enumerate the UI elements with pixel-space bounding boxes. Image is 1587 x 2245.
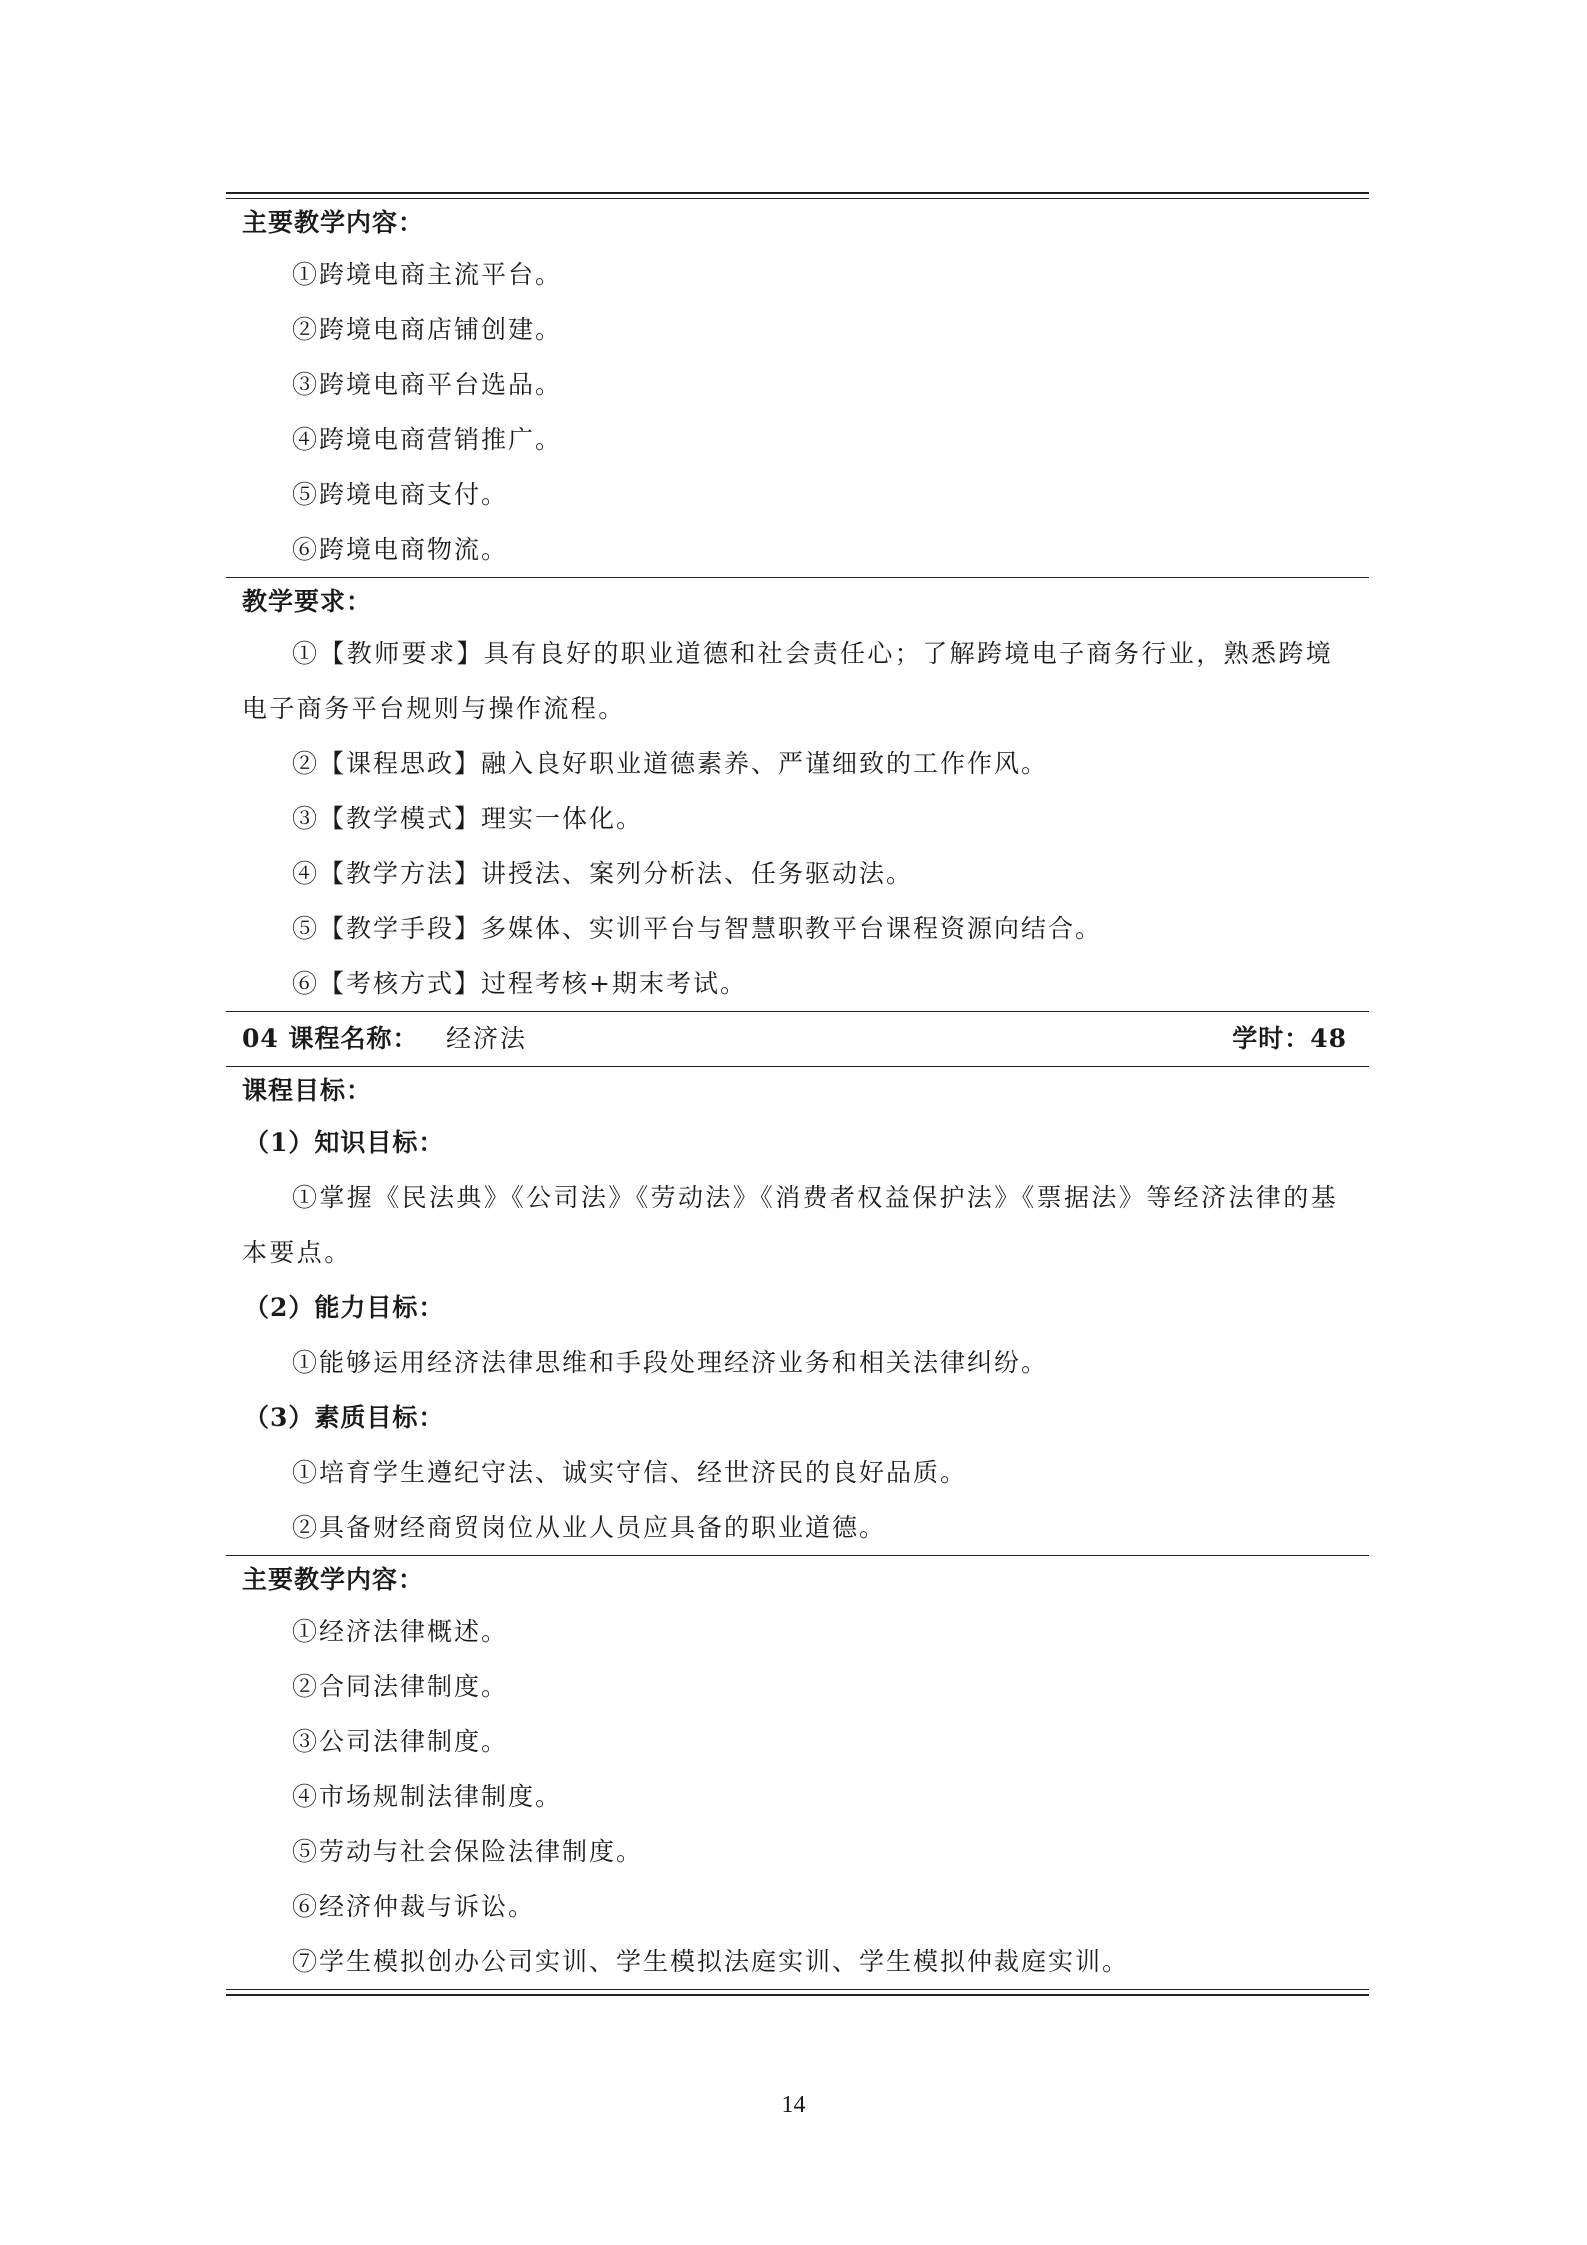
content-item: ②合同法律制度。 — [292, 1672, 509, 1701]
content-item: ④跨境电商营销推广。 — [292, 425, 563, 454]
course-header-row — [226, 1012, 1369, 1066]
content-item: ③公司法律制度。 — [292, 1727, 509, 1756]
content-item: ⑥跨境电商物流。 — [292, 535, 509, 564]
content-item: ⑥经济仲裁与诉讼。 — [292, 1892, 536, 1921]
page-number: 14 — [781, 2092, 806, 2118]
syllabus-table — [226, 192, 1369, 1996]
requirement-item: ②【课程思政】融入良好职业道德素养、严谨细致的工作作风。 — [292, 749, 1049, 778]
content-item: ②跨境电商店铺创建。 — [292, 315, 563, 344]
requirement-paragraph: ①【教师要求】具有良好的职业道德和社会责任心；了解跨境电子商务行业，熟悉跨境电子商务平台规则与操作流程。 — [242, 639, 1334, 723]
main-content-heading: 主要教学内容： — [242, 1565, 425, 1594]
requirement-item: ⑥【考核方式】过程考核+期末考试。 — [292, 969, 747, 998]
quality-item: ②具备财经商贸岗位从业人员应具备的职业道德。 — [292, 1513, 887, 1542]
bottom-double-rule-thick — [226, 1994, 1369, 1996]
knowledge-paragraph: ①掌握《民法典》《公司法》《劳动法》《消费者权益保护法》《票据法》等经济法律的基本要点。 — [242, 1183, 1339, 1267]
content-item: ①经济法律概述。 — [292, 1617, 509, 1646]
ability-item: ①能够运用经济法律思维和手段处理经济业务和相关法律纠纷。 — [292, 1348, 1049, 1377]
bottom-double-rule — [226, 1989, 1369, 1990]
ability-heading: （2）能力目标： — [244, 1293, 445, 1322]
quality-heading: （3）素质目标： — [244, 1403, 445, 1432]
content-item: ①跨境电商主流平台。 — [292, 260, 563, 289]
content-item: ④市场规制法律制度。 — [292, 1782, 563, 1811]
course-name: 经济法 — [446, 1024, 528, 1053]
content-item: ⑦学生模拟创办公司实训、学生模拟法庭实训、学生模拟仲裁庭实训。 — [292, 1947, 1130, 1976]
objectives-heading: 课程目标： — [242, 1076, 373, 1105]
content-item: ⑤劳动与社会保险法律制度。 — [292, 1837, 644, 1866]
content-item: ③跨境电商平台选品。 — [292, 370, 563, 399]
content-item: ⑤跨境电商支付。 — [292, 480, 509, 509]
main-content-heading: 主要教学内容： — [242, 208, 425, 237]
requirements-heading: 教学要求： — [242, 587, 373, 616]
knowledge-heading: （1）知识目标： — [244, 1128, 445, 1157]
quality-item: ①培育学生遵纪守法、诚实守信、经世济民的良好品质。 — [292, 1458, 968, 1487]
requirement-item: ⑤【教学手段】多媒体、实训平台与智慧职教平台课程资源向结合。 — [292, 914, 1103, 943]
course-hours: 学时：48 — [1232, 1024, 1347, 1053]
requirement-item: ③【教学模式】理实一体化。 — [292, 804, 644, 833]
requirement-item: ④【教学方法】讲授法、案列分析法、任务驱动法。 — [292, 859, 914, 888]
course-code-label: 04 课程名称： — [242, 1024, 419, 1053]
top-double-rule — [226, 192, 1369, 199]
